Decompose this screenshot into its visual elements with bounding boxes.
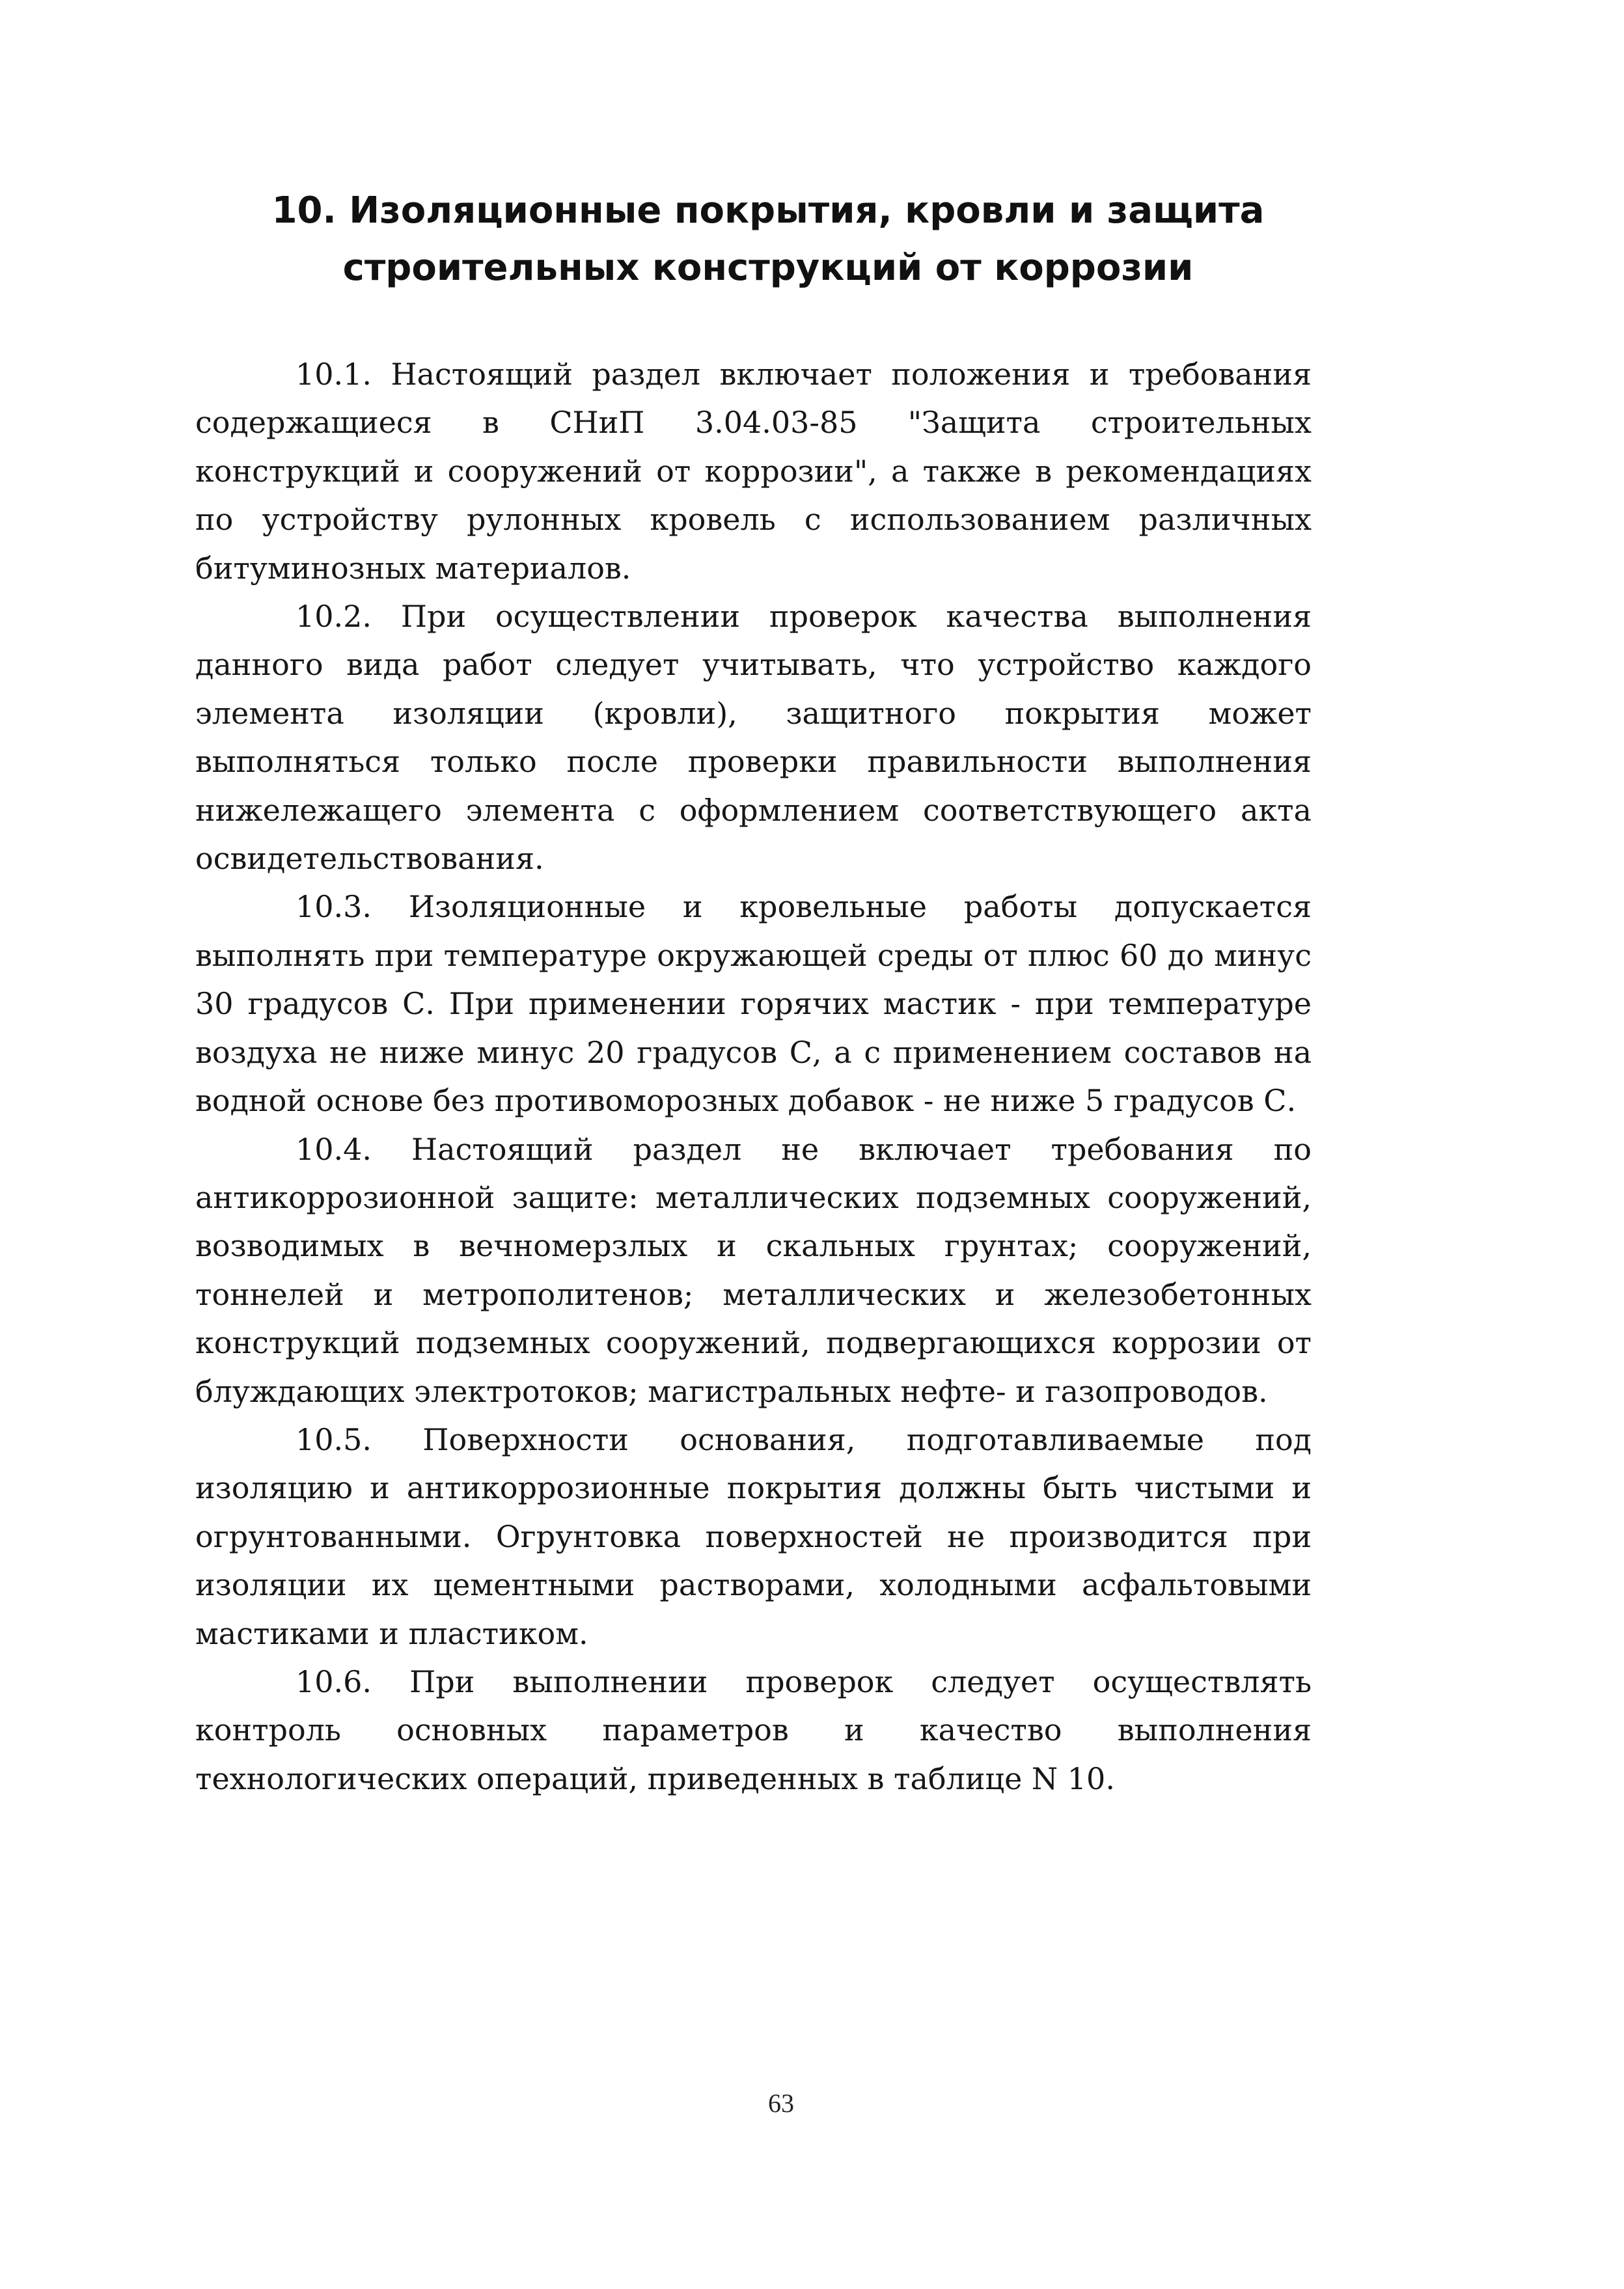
section-heading-line-1: 10. Изоляционные покрытия, кровли и защита [271, 189, 1265, 232]
section-heading [195, 182, 1341, 297]
paragraph-10-3 [195, 883, 1312, 1125]
paragraph-number: 10.2. [296, 599, 372, 635]
section-heading-line-2: строительных конструкций от коррозии [342, 247, 1194, 289]
paragraph-number: 10.3. [296, 889, 372, 925]
paragraph-text: Настоящий раздел не включает требования по антикоррозионной защите: металлических подземных сооружений, возводимых в вечномерзлых и скальных грунтах; сооружений, тоннелей и метрополитенов; металлических и железобетонных конструкций подземных сооружений, подвергающихся коррозии от блуждающих электротоков; магистральных нефте- и газопроводов. [195, 1131, 1312, 1409]
paragraph-text: При выполнении проверок следует осуществлять контроль основных параметров и качество выполнения технологических операций, приведенных в таблице N 10. [195, 1664, 1312, 1796]
paragraph-text: Изоляционные и кровельные работы допускается выполнять при температуре окружающей среды от плюс 60 до минус 30 градусов С. При применении горячих мастик - при температуре воздуха не ниже минус 20 градусов С, а с применением составов на водной основе без противоморозных добавок - не ниже 5 градусов С. [195, 889, 1312, 1119]
paragraph-text: При осуществлении проверок качества выполнения данного вида работ следует учитывать, что устройство каждого элемента изоляции (кровли), защитного покрытия может выполняться только после проверки правильности выполнения нижележащего элемента с оформлением соответствующего акта освидетельствования. [195, 599, 1312, 877]
paragraph-10-5 [195, 1416, 1312, 1658]
paragraph-10-4 [195, 1125, 1312, 1416]
paragraph-text: Поверхности основания, подготавливаемые под изоляцию и антикоррозионные покрытия должны быть чистыми и огрунтованными. Огрунтовка поверхностей не производится при изоляции их цементными растворами, холодными асфальтовыми мастиками и пластиком. [195, 1421, 1312, 1651]
page-number: 63 [768, 2089, 794, 2118]
paragraph-number: 10.4. [296, 1131, 372, 1167]
paragraph-10-2 [195, 592, 1312, 883]
paragraph-number: 10.1. [296, 357, 372, 392]
paragraph-number: 10.5. [296, 1421, 372, 1457]
paragraph-10-6 [195, 1658, 1312, 1803]
section-body [195, 350, 1312, 1803]
paragraph-text: Настоящий раздел включает положения и требования содержащиеся в СНиП 3.04.03-85 "Защита строительных конструкций и сооружений от коррозии", а также в рекомендациях по устройству рулонных кровель с использованием различных битуминозных материалов. [195, 357, 1312, 586]
paragraph-number: 10.6. [296, 1664, 372, 1699]
paragraph-10-1 [195, 350, 1312, 592]
